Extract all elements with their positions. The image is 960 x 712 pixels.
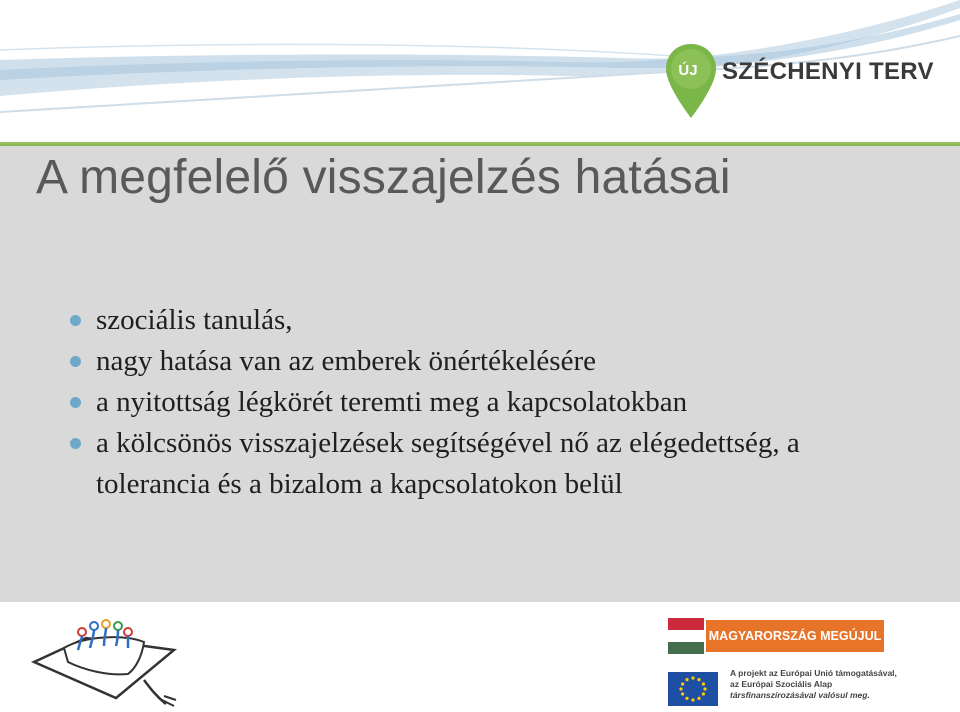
eu-funding-line: az Európai Szociális Alap bbox=[730, 679, 833, 689]
szechenyi-pin-icon bbox=[664, 42, 718, 120]
eu-funding-line: A projekt az Európai Unió támogatásával, bbox=[730, 668, 897, 678]
slide-footer bbox=[0, 602, 960, 712]
bullet-text: nagy hatása van az emberek önértékelésére bbox=[96, 345, 596, 377]
bullet-text: szociális tanulás, bbox=[96, 304, 293, 336]
magyarorszag-megujul-banner: MAGYARORSZÁG MEGÚJUL bbox=[706, 620, 884, 652]
slide-title: A megfelelő visszajelzés hatásai bbox=[36, 151, 731, 204]
uj-logo-label: ÚJ bbox=[678, 62, 698, 79]
bullet-list bbox=[70, 300, 920, 505]
eu-funding-line: társfinanszírozásával valósul meg. bbox=[730, 690, 870, 700]
hungarian-flag-icon bbox=[668, 618, 704, 654]
slide-header bbox=[0, 0, 960, 142]
bullet-icon bbox=[70, 356, 81, 367]
graduation-cap-people-icon bbox=[24, 610, 204, 710]
bullet-item bbox=[70, 341, 920, 382]
szechenyi-terv-logo: SZÉCHENYI TERV bbox=[722, 58, 934, 85]
bullet-item bbox=[70, 382, 920, 423]
bullet-item bbox=[70, 423, 920, 505]
bullet-icon bbox=[70, 315, 81, 326]
eu-funding-note bbox=[730, 668, 930, 701]
eu-flag-icon bbox=[668, 672, 718, 706]
bullet-text: a nyitottság légkörét teremti meg a kapcsolatokban bbox=[96, 386, 688, 418]
bullet-item bbox=[70, 300, 920, 341]
bullet-icon bbox=[70, 438, 81, 449]
bullet-text: a kölcsönös visszajelzések segítségével nő az elégedettség, a tolerancia és a bizalom a kapcsolatokon belül bbox=[96, 427, 800, 500]
bullet-icon bbox=[70, 397, 81, 408]
